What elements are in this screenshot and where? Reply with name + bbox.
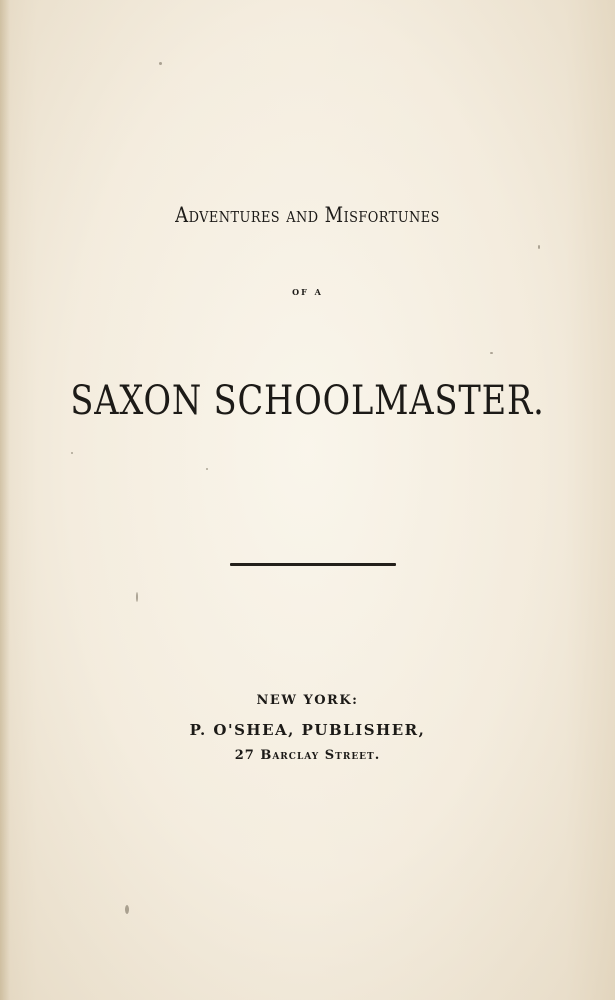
divider-rule bbox=[230, 563, 396, 566]
paper-speck bbox=[490, 352, 493, 354]
paper-speck bbox=[125, 905, 129, 914]
paper-speck bbox=[136, 592, 138, 602]
main-title: SAXON SCHOOLMASTER. bbox=[70, 378, 545, 424]
title-line-adventures: Adventures and Misfortunes bbox=[175, 203, 440, 227]
paper-speck bbox=[538, 245, 540, 249]
gutter-shade bbox=[0, 0, 10, 1000]
imprint-address: 27 Barclay Street. bbox=[234, 748, 381, 763]
title-line-of-a: of a bbox=[292, 285, 323, 298]
imprint-publisher: P. O'SHEA, PUBLISHER, bbox=[189, 721, 426, 739]
paper-speck bbox=[71, 452, 73, 454]
paper-speck bbox=[206, 468, 208, 470]
imprint-place: NEW YORK: bbox=[256, 693, 359, 708]
paper-speck bbox=[159, 62, 162, 65]
